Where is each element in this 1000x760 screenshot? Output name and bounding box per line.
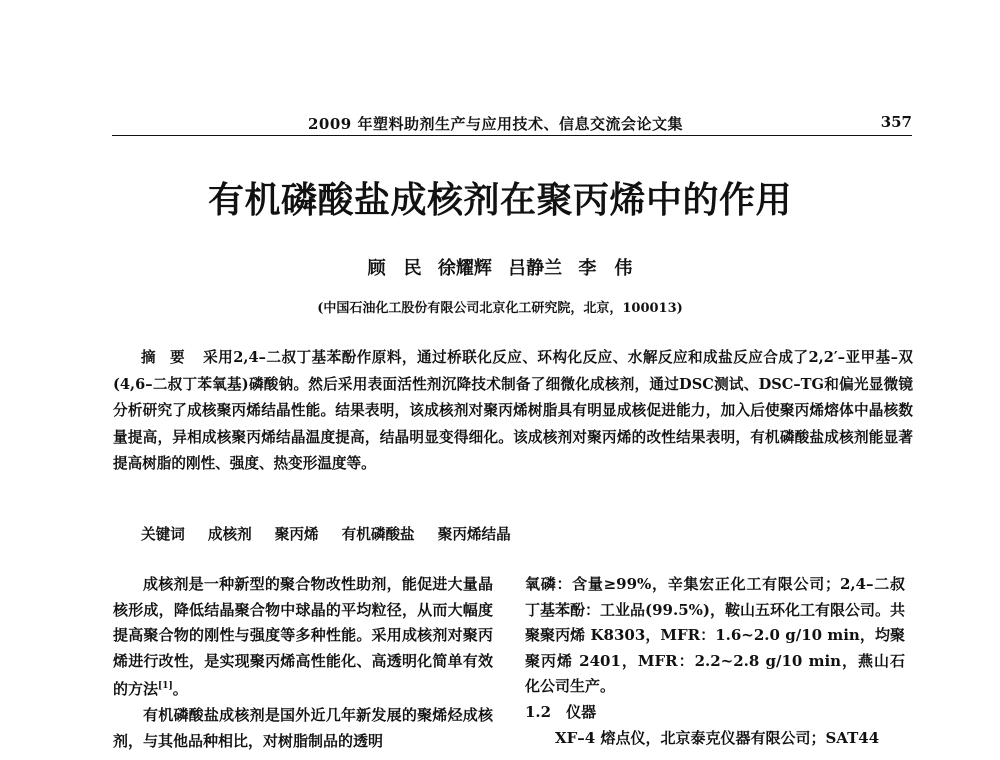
abstract-text: 采用2,4–二叔丁基苯酚作原料，通过桥联化反应、环构化反应、水解反应和成盐反应合成了2,2′–亚甲基–双(4,6–二叔丁苯氧基)磷酸钠。然后采用表面活性剂沉降技术制备了细微化成核剂，通过DSC测试、DSC–TG和偏光显微镜分析研究了成核聚丙烯结晶性能。结果表明，该成核剂对聚丙烯树脂具有明显成核促进能力，加入后使聚丙烯熔体中晶核数量提高，异相成核聚丙烯结晶温度提高，结晶明显变得细化。该成核剂对聚丙烯的改性结果表明，有机磷酸盐成核剂能显著提高树脂的刚性、强度、热变形温度等。 [113,349,913,472]
keyword: 成核剂 [207,526,252,543]
affiliation: (中国石油化工股份有限公司北京化工研究院，北京，100013) [317,301,683,316]
author: 顾 民 [367,258,422,279]
body-right-column [525,572,905,751]
abstract-label: 摘要 [141,349,200,366]
page-number: 357 [880,113,912,131]
body-paragraph: 成核剂是一种新型的聚合物改性助剂，能促进大量晶核形成，降低结晶聚合物中球晶的平均粒径，从而大幅度提高聚合物的刚性与强度等多种性能。采用成核剂对聚丙烯进行改性，是实现聚丙烯高性能化、高透明化简单有效的方法[1]。 [113,575,493,699]
author: 李 伟 [578,258,633,279]
keyword: 聚丙烯结晶 [437,526,511,543]
keyword: 聚丙烯 [274,526,319,543]
section-heading: 1.2 仪器 [525,702,597,721]
keywords [141,523,901,544]
body-paragraph: 有机磷酸盐成核剂是国外近几年新发展的聚烯烃成核剂，与其他品种相比，对树脂制品的透明 [113,705,493,750]
citation-ref[interactable]: [1] [158,681,173,692]
header-rule [112,135,912,136]
abstract [113,345,913,478]
running-header [112,113,912,139]
author: 吕静兰 [508,258,563,279]
author: 徐耀辉 [437,258,492,279]
keywords-label: 关键词 [141,526,185,543]
paper-title: 有机磷酸盐成核剂在聚丙烯中的作用 [207,179,792,221]
conference-title: 2009 年塑料助剂生产与应用技术、信息交流会论文集 [308,115,683,133]
author-list [0,254,1000,280]
body-paragraph: XF–4 熔点仪，北京泰克仪器有限公司；SAT44 [555,728,880,747]
body-left-column [113,572,493,754]
body-paragraph: 氧磷：含量≥99%，辛集宏正化工有限公司；2,4–二叔丁基苯酚：工业品(99.5%)，鞍山五环化工有限公司。共聚聚丙烯 K8303，MFR：1.6~2.0 g/10 min，均聚聚丙烯 2401，MFR：2.2~2.8 g/10 min，燕山石化公司生产。 [525,575,905,696]
keyword: 有机磷酸盐 [341,526,415,543]
